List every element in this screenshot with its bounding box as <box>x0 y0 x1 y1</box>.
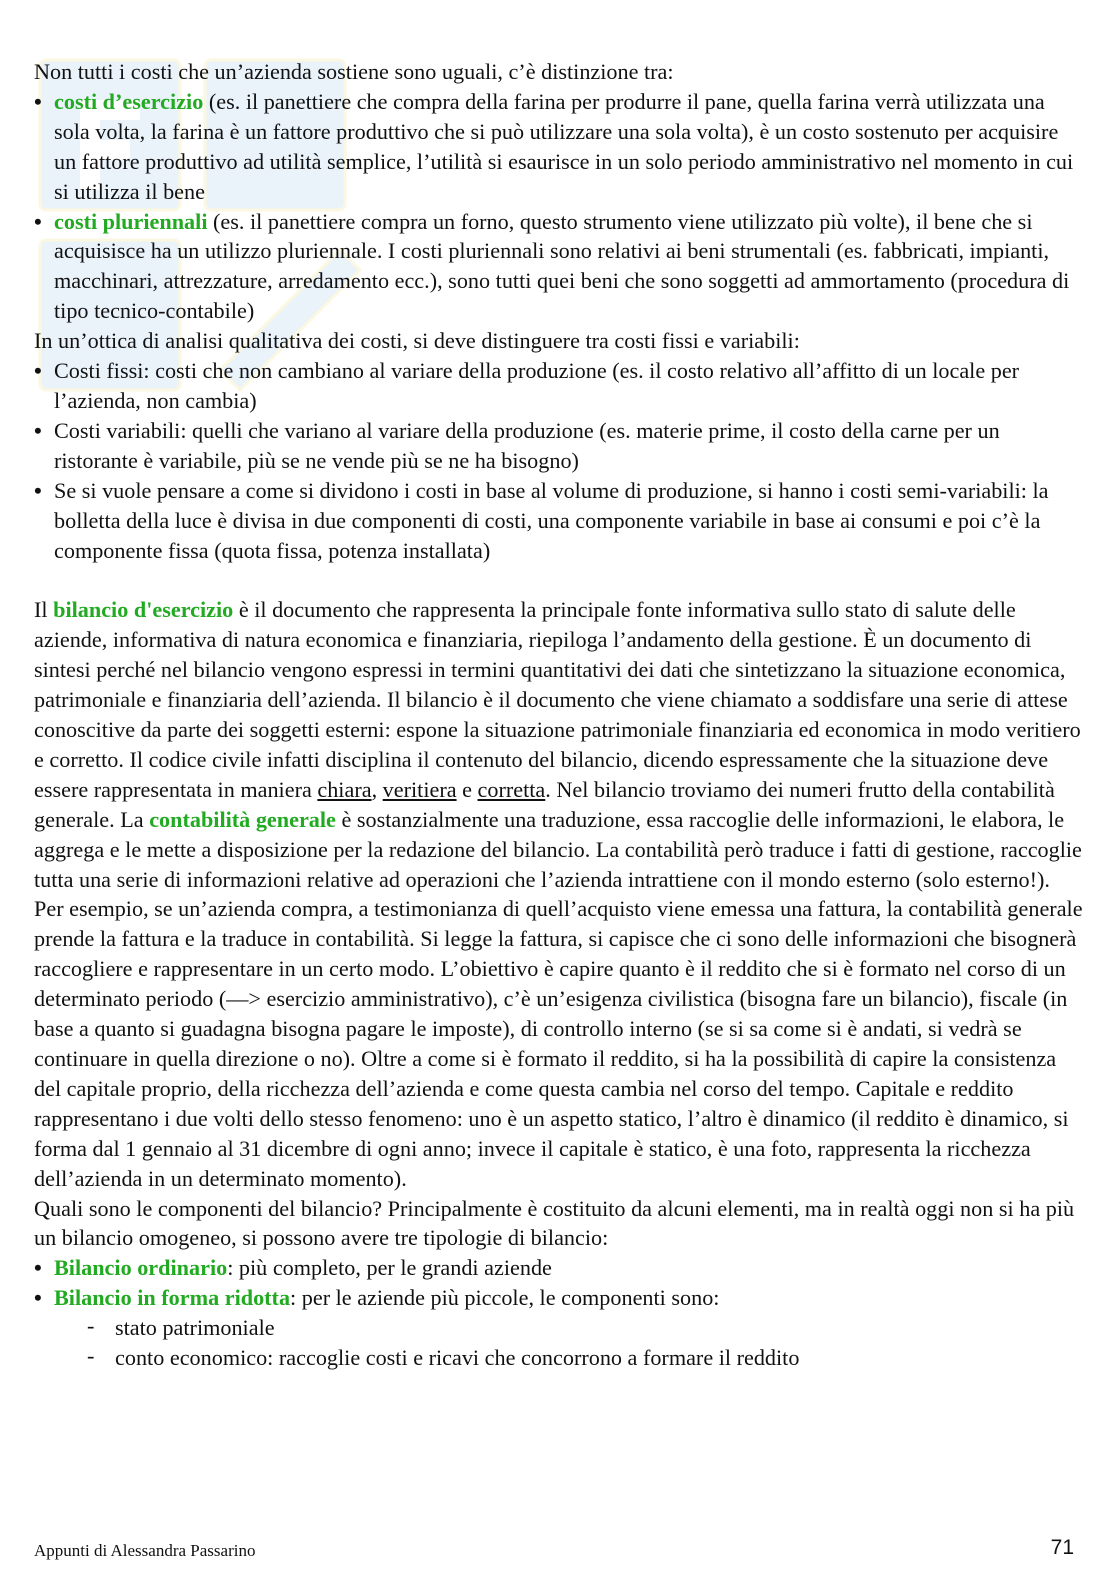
term-highlight: bilancio d'esercizio <box>53 597 234 623</box>
underlined-word: veritiera <box>382 776 457 802</box>
underlined-word: chiara <box>317 776 372 802</box>
list-item: • costi d’esercizio (es. il panettiere che compra della farina per produrre il pane, quella farina verrà utilizzata una sola volta, la farina è un fattore produttivo che si può utilizzare una sola volta), è un costo sostenuto per acquisire un fattore produttivo ad utilità semplice, l’utilità si esaurisce in un solo periodo amministrativo nel momento in cui si utilizza il bene <box>34 87 1084 207</box>
list-item: • Se si vuole pensare a come si dividono i costi in base al volume di produzione, si hanno i costi semi-variabili: la bolletta della luce è divisa in due componenti di costi, una componente variabile in base ai consumi e poi c’è la componente fissa (quota fissa, potenza installata) <box>34 476 1084 566</box>
bilancio-paragraph: Il bilancio d'esercizio è il documento che rappresenta la principale fonte informativa sullo stato di salute delle aziende, informativa di natura economica e finanziaria, riepiloga l’andamento della gestione. È un documento di sintesi perché nel bilancio vengono espressi in termini quantitativi dei dati che sintetizzano la situazione economica, patrimoniale e finanziaria dell’azienda. Il bilancio è il documento che viene chiamato a soddisfare una serie di attese conoscitive da parte dei soggetti esterni: espone la situazione patrimoniale finanziaria ed economica in modo veritiero e corretto. Il codice civile infatti disciplina il contenuto del bilancio, dicendo espressamente che la situazione deve essere rappresentata in maniera chiara, veritiera e corretta. Nel bilancio troviamo dei numeri frutto della contabilità generale. La contabilità generale è sostanzialmente una traduzione, essa raccoglie delle informazioni, le elabora, le aggrega e le mette a disposizione per la redazione del bilancio. La contabilità però traduce i fatti di gestione, raccoglie tutta una serie di informazioni relative ad operazioni che l’azienda intrattiene con il mondo esterno (solo esterno!). Per esempio, se un’azienda compra, a testimonianza di quell’acquisto viene emessa una fattura, la contabilità generale prende la fattura e la traduce in contabilità. Si legge la fattura, si capisce che ci sono delle informazioni che bisognerà raccogliere e rappresentare in un certo modo. L’obiettivo è capire quanto è il reddito che si è formato nel corso di un determinato periodo (—> esercizio amministrativo), c’è un’esigenza civilistica (bisogna fare un bilancio), fiscale (in base a quanto si guadagna bisogna pagare le imposte), di controllo interno (se si sa come si è andati, si vedrà se continuare in quella direzione o no). Oltre a come si è formato il reddito, si ha la possibilità di capire la consistenza del capitale proprio, della ricchezza dell’azienda e come questa cambia nel corso del tempo. Capitale e reddito rappresentano i due volti dello stesso fenomeno: uno è un aspetto statico, l’altro è dinamico (il reddito è dinamico, si forma dal 1 gennaio al 31 dicembre di ogni anno; invece il capitale è statico, è una foto, rappresenta la ricchezza dell’azienda in un determinato momento). <box>34 597 1083 1191</box>
term-highlight: Bilancio in forma ridotta <box>54 1285 291 1311</box>
list-item: • Costi variabili: quelli che variano al variare della produzione (es. materie prime, il costo della carne per un ristorante è variabile, più se ne vende più se ne ha bisogno) <box>34 416 1084 476</box>
list-item: • Bilancio in forma ridotta: per le aziende più piccole, le componenti sono: <box>34 1283 1084 1313</box>
sub-list-item: - conto economico: raccoglie costi e ricavi che concorrono a formare il reddito <box>34 1343 1084 1373</box>
term-highlight: Bilancio ordinario <box>54 1255 228 1281</box>
footer-author: Appunti di Alessandra Passarino <box>34 1541 256 1560</box>
term-highlight: costi d’esercizio <box>54 88 204 114</box>
cost-types-list <box>34 87 1084 326</box>
underlined-word: corretta <box>477 776 546 802</box>
intro2-paragraph: In un’ottica di analisi qualitativa dei costi, si deve distinguere tra costi fissi e variabili: <box>34 328 800 354</box>
document-body <box>34 57 1084 1373</box>
list-item: • Costi fissi: costi che non cambiano al variare della produzione (es. il costo relativo all’affitto di un locale per l’azienda, non cambia) <box>34 356 1084 416</box>
sub-list <box>34 1313 1084 1373</box>
fixed-variable-list <box>34 356 1084 565</box>
bilancio-types-list <box>34 1253 1084 1313</box>
list-item: • costi pluriennali (es. il panettiere compra un forno, questo strumento viene utilizzato più volte), il bene che si acquisisce ha un utilizzo pluriennale. I costi pluriennali sono relativi ai beni strumentali (es. fabbricati, impianti, macchinari, attrezzature, arredamento ecc.), sono tutti quei beni che sono soggetti ad ammortamento (procedura di tipo tecnico-contabile) <box>34 207 1084 327</box>
term-highlight: contabilità generale <box>149 806 336 832</box>
list-item: • Bilancio ordinario: più completo, per le grandi aziende <box>34 1253 1084 1283</box>
page-number: 71 <box>1050 1536 1074 1559</box>
question-paragraph: Quali sono le componenti del bilancio? Principalmente è costituito da alcuni elementi, ma in realtà oggi non si ha più un bilancio omogeneo, si possono avere tre tipologie di bilancio: <box>34 1195 1075 1251</box>
term-highlight: costi pluriennali <box>54 208 208 234</box>
sub-list-item: - stato patrimoniale <box>34 1313 1084 1343</box>
intro-paragraph: Non tutti i costi che un’azienda sostiene sono uguali, c’è distinzione tra: <box>34 59 674 84</box>
